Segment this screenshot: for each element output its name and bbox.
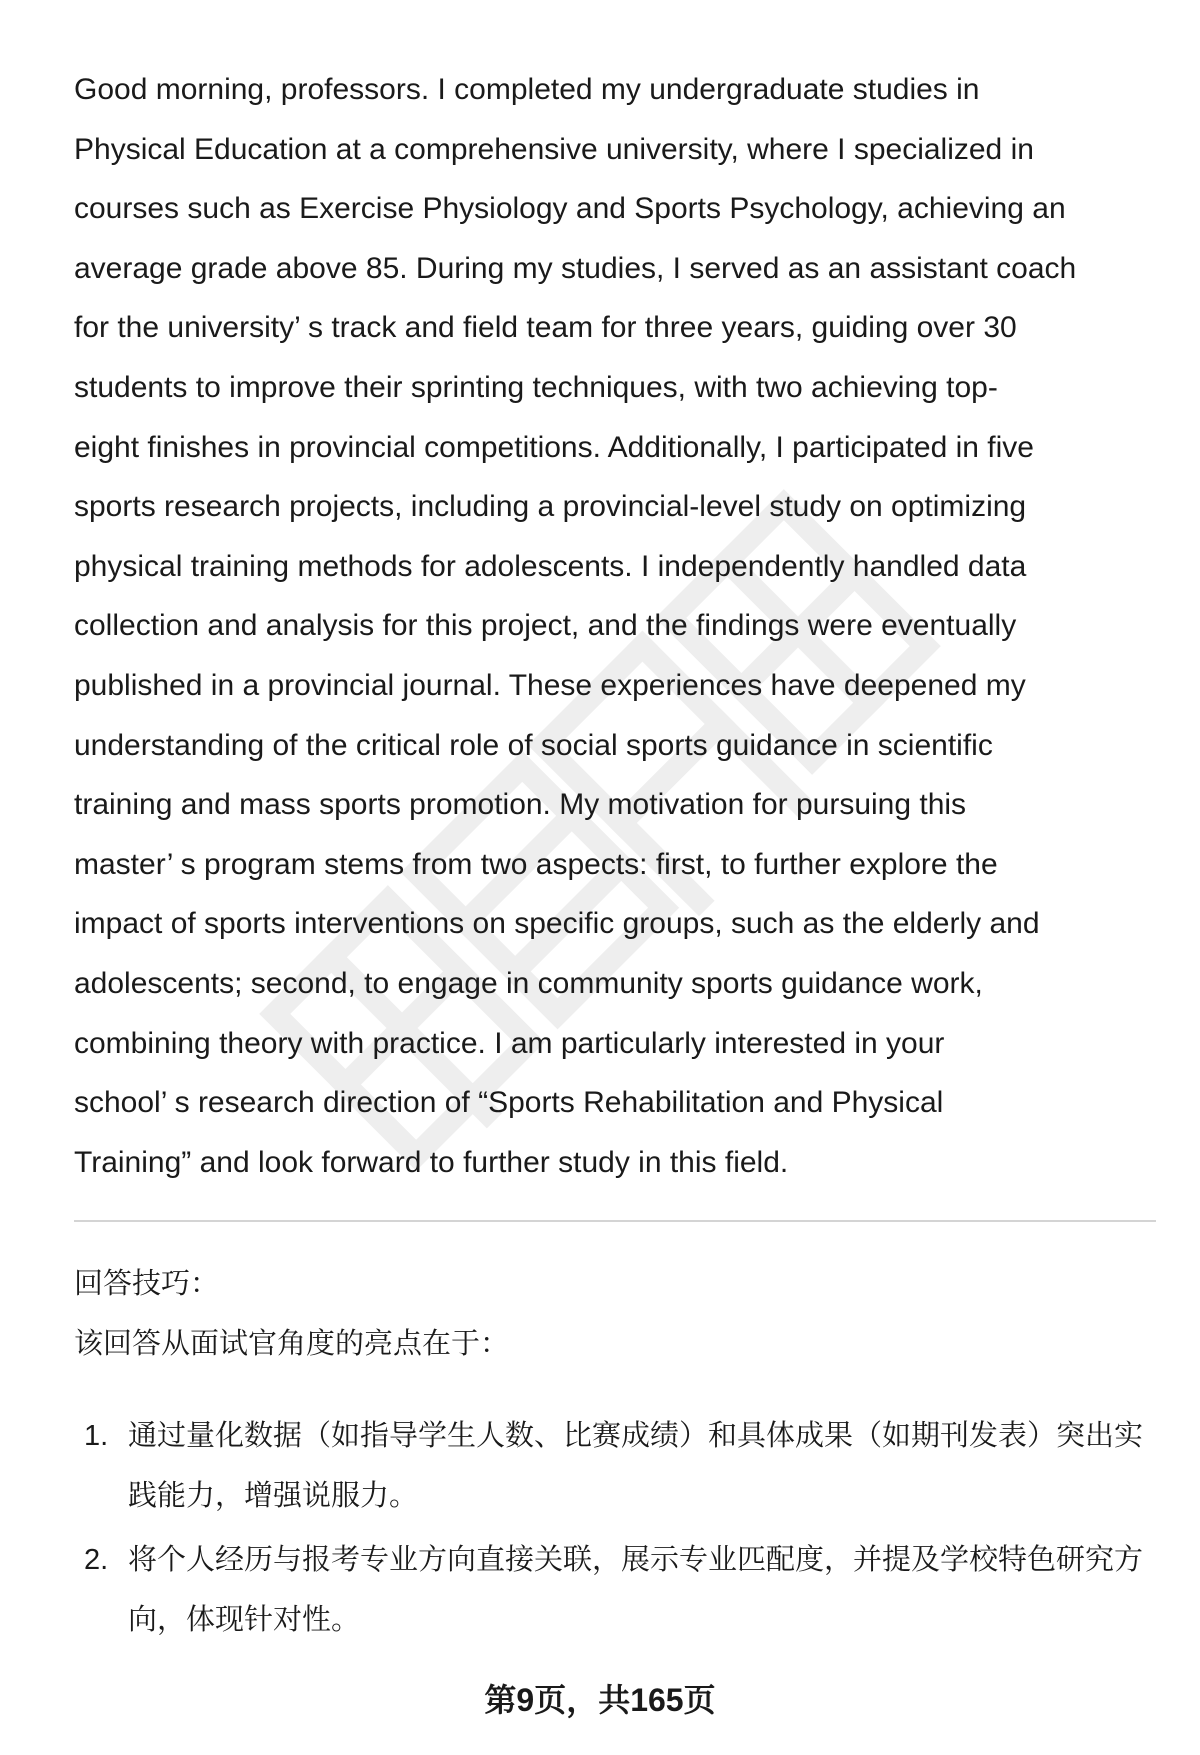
list-item-text: 通过量化数据（如指导学生人数、比赛成绩）和具体成果（如期刊发表）突出实践能力，增强说服力。 — [128, 1420, 1144, 1512]
list-item-number: 1. — [84, 1420, 109, 1452]
section-divider — [74, 1220, 1156, 1222]
tips-list — [74, 1406, 1156, 1654]
tips-title: 回答技巧： — [74, 1268, 220, 1300]
answer-paragraph: Good morning, professors. I completed my undergraduate studies in Physical Education at a comprehensive university, where I specialized in courses such as Exercise Physiology and Sports Psychology, achieving an average grade above 85. During my studies, I served as an assistant coach for the university’ s track and field team for three years, guiding over 30 students to improve their sprinting techniques, with two achieving top- eight finishes in provincial competitions. Additionally, I participated in five sports research projects, including a provincial-level study on optimizing physical training methods for adolescents. I independently handled data collection and analysis for this project, and the findings were eventually published in a provincial journal. These experiences have deepened my understanding of the critical role of social sports guidance in scientific training and mass sports promotion. My motivation for pursuing this master’ s program stems from two aspects: first, to further explore the impact of sports interventions on specific groups, such as the elderly and adolescents; second, to engage in community sports guidance work, combining theory with practice. I am particularly interested in your school’ s research direction of “Sports Rehabilitation and Physical Training” and look forward to further study in this field. — [74, 73, 1077, 1179]
list-item-text: 将个人经历与报考专业方向直接关联，展示专业匹配度，并提及学校特色研究方向，体现针对性。 — [128, 1544, 1144, 1636]
list-item-number: 2. — [84, 1544, 109, 1576]
tips-intro: 该回答从面试官角度的亮点在于： — [74, 1328, 510, 1360]
page-number: 第9页，共165页 — [484, 1682, 716, 1718]
list-item — [74, 1406, 1156, 1526]
list-item — [74, 1530, 1156, 1650]
